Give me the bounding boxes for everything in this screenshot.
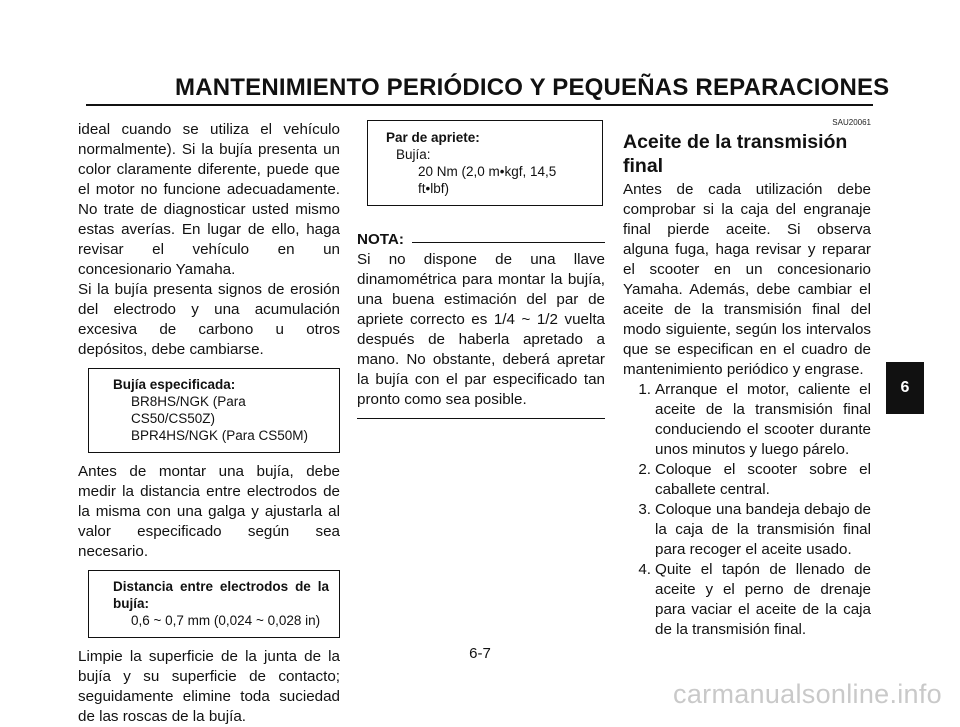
step-text: Quite el tapón de llenado de aceite y el perno de drenaje para vaciar el aceite de la caja de la transmisión final.	[655, 561, 871, 638]
spec-box-title: Distancia entre electrodos de la bujía:	[113, 579, 329, 611]
paragraph: Si la bujía presenta signos de erosión del electrodo y una acumulación excesiva de carbono u otros depósitos, debe cambiarse.	[78, 281, 340, 358]
spec-subtitle: Bujía:	[396, 147, 431, 162]
note-rule	[412, 242, 605, 243]
spec-value: 0,6 ~ 0,7 mm (0,024 ~ 0,028 in)	[131, 613, 321, 628]
step-number: 1.	[638, 381, 651, 398]
step-text: Arranque el motor, caliente el aceite de la transmisión final conduciendo el scooter durante unos minutos y luego párelo.	[655, 381, 871, 458]
note-header	[357, 230, 605, 250]
list-item	[623, 560, 871, 640]
step-number: 4.	[638, 561, 651, 578]
note-text: Si no dispone de una llave dinamométrica para montar la bujía, una buena estimación del par de apriete correcto es 1/4 ~ 1/2 vuelta después de haberla apretado a mano. No obstante, deberá apretar la bujía con el par especificado tan pronto como sea posible.	[357, 251, 605, 408]
step-number: 3.	[638, 501, 651, 518]
paragraph: Limpie la superficie de la junta de la bujía y su superficie de contacto; seguidamente elimine toda suciedad de las roscas de la bujía.	[78, 648, 340, 725]
paragraph: Antes de montar una bujía, debe medir la distancia entre electrodos de la misma con una galga y ajustarla al valor especificado según sea necesario.	[78, 463, 340, 560]
step-text: Coloque una bandeja debajo de la caja de la transmisión final para recoger el aceite usado.	[655, 501, 871, 558]
note-end-rule	[357, 418, 605, 419]
page-header-title: MANTENIMIENTO PERIÓDICO Y PEQUEÑAS REPARACIONES	[175, 74, 890, 101]
paragraph: Antes de cada utilización debe comprobar si la caja del engranaje final pierde aceite. Si observa alguna fuga, haga revisar y reparar el scooter en un concesionario Yamaha. Además, debe cambiar el aceite de la transmisión final del modo siguiente, según los intervalos que se especifican en el cuadro de mantenimiento periódico y engrase.	[623, 181, 871, 378]
page-number: 6-7	[469, 645, 491, 662]
spec-box-spark-plug	[88, 368, 340, 453]
list-item	[623, 460, 871, 500]
step-number: 2.	[638, 461, 651, 478]
spec-value: BR8HS/NGK (Para CS50/CS50Z)	[131, 394, 246, 426]
column-middle	[357, 120, 605, 419]
spec-box-torque	[367, 120, 603, 206]
spec-box-electrode-gap	[88, 570, 340, 638]
list-item	[623, 500, 871, 560]
watermark: carmanualsonline.info	[673, 679, 942, 709]
spec-value: BPR4HS/NGK (Para CS50M)	[131, 428, 309, 443]
section-code: SAU20061	[832, 118, 871, 127]
chapter-tab: 6	[886, 362, 924, 414]
section-title: Aceite de la transmisión final	[623, 131, 848, 177]
header-rule	[86, 104, 873, 106]
spec-value: 20 Nm (2,0 m•kgf, 14,5 ft•lbf)	[418, 164, 557, 196]
step-text: Coloque el scooter sobre el caballete central.	[655, 461, 871, 498]
list-item	[623, 380, 871, 460]
spec-box-title: Bujía especificada:	[113, 377, 236, 392]
note-label: NOTA:	[357, 231, 404, 248]
note-block	[357, 230, 605, 419]
steps-list	[623, 380, 871, 640]
spec-box-title: Par de apriete:	[386, 130, 480, 145]
column-left	[78, 120, 340, 727]
paragraph: ideal cuando se utiliza el vehículo normalmente). Si la bujía presenta un color claramente diferente, puede que el motor no funcione adecuadamente. No trate de diagnosticar usted mismo estas averías. En lugar de ello, haga revisar el vehículo en un concesionario Yamaha.	[78, 121, 340, 278]
column-right	[623, 118, 871, 640]
